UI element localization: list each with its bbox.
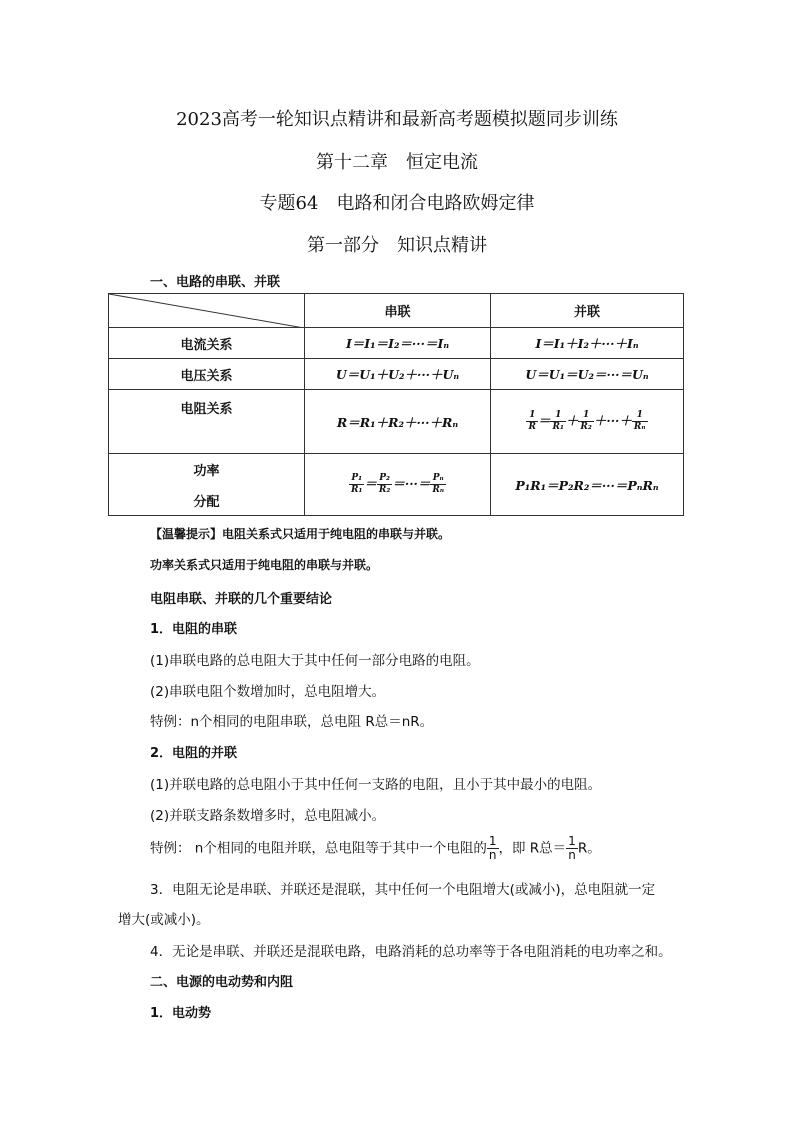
fraction: $\frac{1}{R}$ [528, 410, 536, 432]
diagonal-line [109, 294, 304, 328]
series-point-2: (2)串联电阻个数增加时，总电阻增大。 [150, 684, 386, 700]
fraction: $\frac{\text{P₂}}{\text{R₂}}$ [378, 473, 391, 495]
cell-series: U＝U₁＋U₂＋···＋Uₙ [305, 359, 491, 390]
cell-parallel: U＝U₁＝U₂＝···＝Uₙ [491, 359, 684, 390]
cell-parallel: I＝I₁＋I₂＋···＋Iₙ [491, 328, 684, 359]
header-parallel: 并联 [491, 294, 684, 328]
fraction: $\frac{1}{\text{R₂}}$ [580, 410, 592, 432]
conclusions-heading: 电阻串联、并联的几个重要结论 [150, 592, 333, 607]
emf-subheading: 1．电动势 [150, 1006, 212, 1021]
header-series: 串联 [305, 294, 491, 328]
parallel-special-case: 特例： n个相同的电阻并联，总电阻等于其中一个电阻的 $\frac{1}{n}$ ，即 R总＝ $\frac{1}{n}$ R。 [150, 834, 601, 862]
fraction: $\frac{1}{\text{R₁}}$ [552, 410, 564, 432]
cell-parallel-formula: $\frac{1}{R}$ ＝ $\frac{1}{\text{R₁}}$ ＋ $\frac{1}{\text{R₂}}$ ＋···＋ $\frac{1}{\text{Rₙ}}$ [491, 390, 684, 454]
series-point-1: (1)串联电路的总电阻大于其中任何一部分电路的电阻。 [150, 653, 480, 669]
series-special-case: 特例：n个相同的电阻串联，总电阻 R总＝nR。 [150, 714, 434, 730]
table-row [109, 454, 684, 516]
section1-heading: 一、电路的串联、并联 [150, 275, 281, 290]
fraction: $\frac{1}{n}$ [488, 834, 497, 862]
series-subheading: 1．电阻的串联 [150, 622, 238, 637]
row-label: 电压关系 [109, 359, 305, 390]
parallel-point-2: (2)并联支路条数增多时，总电阻减小。 [150, 808, 386, 824]
row-label: 功率 分配 [109, 454, 305, 516]
section2-heading: 二、电源的电动势和内阻 [150, 975, 294, 990]
table-corner-cell [109, 294, 305, 328]
cell-series-formula: $\frac{\text{P₁}}{\text{R₁}}$ ＝ $\frac{\text{P₂}}{\text{R₂}}$ ＝···＝ $\frac{\text{Pₙ}}{\text{Rₙ}}$ [305, 454, 491, 516]
table-row [109, 359, 684, 390]
parallel-subheading: 2．电阻的并联 [150, 746, 238, 761]
series-parallel-table [108, 293, 684, 516]
topic-title: 专题64 电路和闭合电路欧姆定律 [259, 193, 535, 214]
chapter-title: 第十二章 恒定电流 [316, 152, 478, 173]
conclusion-4: 4．无论是串联、并联还是混联电路，电路消耗的总功率等于各电阻消耗的电功率之和。 [150, 944, 672, 960]
tip-1: 【温馨提示】电阻关系式只适用于纯电阻的串联与并联。 [150, 527, 451, 541]
parallel-point-1: (1)并联电路的总电阻小于其中任何一支路的电阻，且小于其中最小的电阻。 [150, 777, 602, 793]
cell-series: R＝R₁＋R₂＋···＋Rₙ [305, 390, 491, 454]
doc-title: 2023高考一轮知识点精讲和最新高考题模拟题同步训练 [176, 109, 618, 130]
fraction: $\frac{\text{Pₙ}}{\text{Rₙ}}$ [432, 473, 445, 495]
row-label: 电阻关系 [109, 390, 305, 454]
table-row [109, 328, 684, 359]
fraction: $\frac{1}{\text{Rₙ}}$ [633, 410, 646, 432]
conclusion-3: 3．电阻无论是串联、并联还是混联，其中任何一个电阻增大(或减小)，总电阻就一定 [150, 882, 656, 898]
fraction: $\frac{\text{P₁}}{\text{R₁}}$ [350, 473, 363, 495]
cell-series: I＝I₁＝I₂＝···＝Iₙ [305, 328, 491, 359]
cell-parallel: P₁R₁＝P₂R₂＝···＝PₙRₙ [491, 454, 684, 516]
fraction: $\frac{1}{n}$ [568, 834, 576, 862]
table-row [109, 390, 684, 454]
conclusion-3-cont: 增大(或减小)。 [118, 912, 210, 928]
tip-2: 功率关系式只适用于纯电阻的串联与并联。 [150, 558, 379, 572]
part-title: 第一部分 知识点精讲 [307, 235, 487, 256]
row-label: 电流关系 [109, 328, 305, 359]
